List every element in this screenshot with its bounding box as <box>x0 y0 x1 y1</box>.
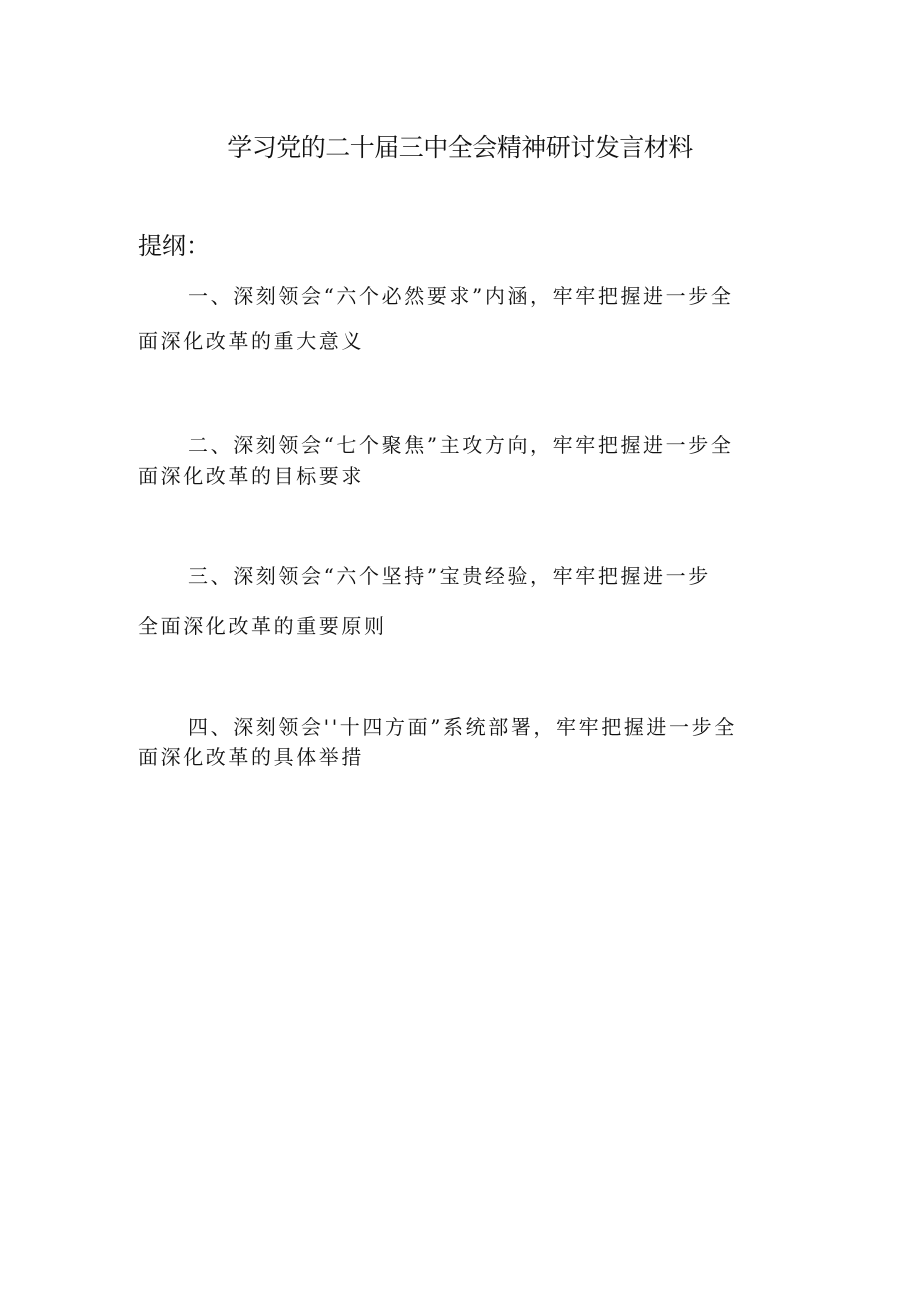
outline-item-1-line-1: 一、深刻领会“六个必然要求”内涵，牢牢把握进一步全 <box>188 284 734 308</box>
outline-item-3-line-1: 三、深刻领会“六个坚持”宝贵经验，牢牢把握进一步 <box>188 564 711 588</box>
outline-item-3-line-2: 全面深化改革的重要原则 <box>138 614 387 638</box>
outline-item-4-line-2: 面深化改革的具体举措 <box>138 745 364 769</box>
outline-item-4-line-1: 四、深刻领会''十四方面”系统部署，牢牢把握进一步全 <box>188 715 737 739</box>
outline-item-2-line-1: 二、深刻领会“七个聚焦”主攻方向，牢牢把握进一步全 <box>188 433 734 457</box>
outline-label: 提纲： <box>138 232 210 260</box>
document-title: 学习党的二十届三中全会精神研讨发言材料 <box>227 133 693 162</box>
outline-item-1-line-2: 面深化改革的重大意义 <box>138 329 364 353</box>
outline-item-2-line-2: 面深化改革的目标要求 <box>138 464 364 488</box>
